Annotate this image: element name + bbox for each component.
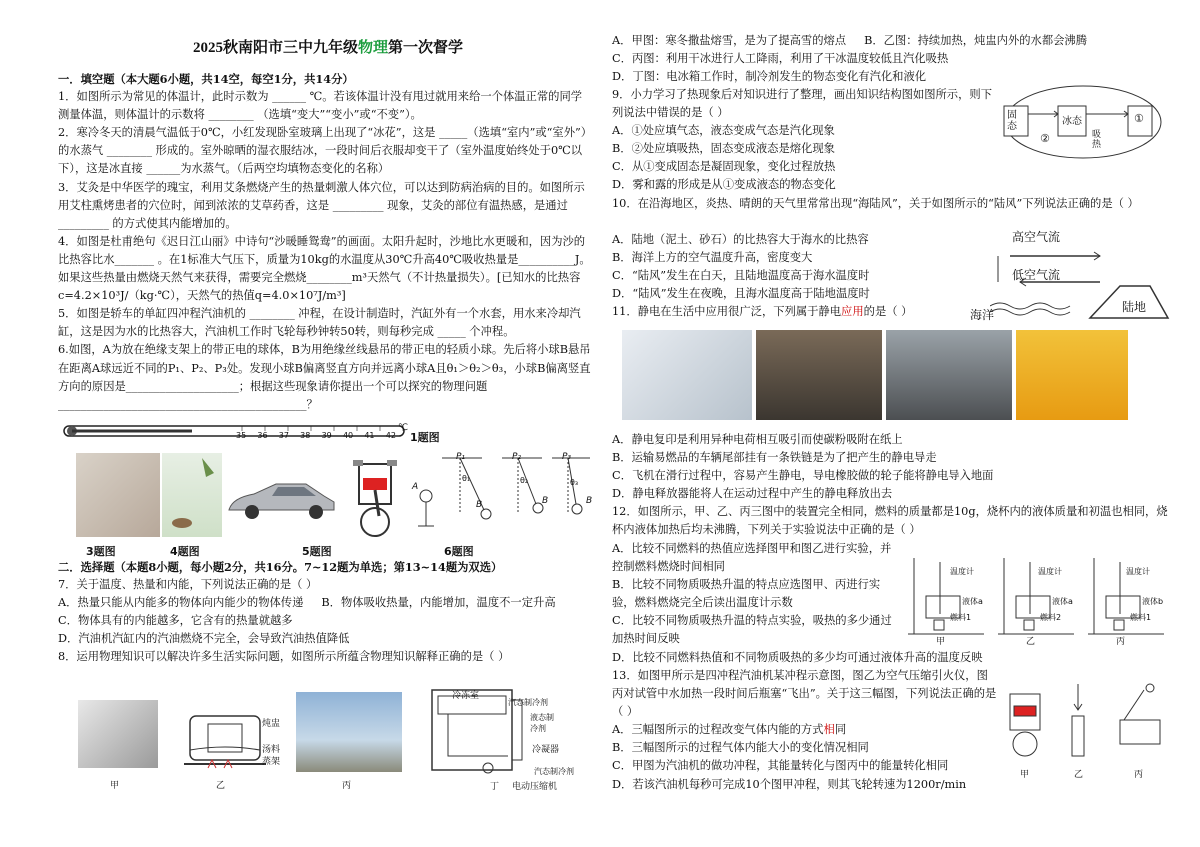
pendulum-figure (412, 452, 592, 532)
option-9d: D．雾和露的形成是从①变成液态的物态变化 (612, 178, 836, 192)
option-9a: A．①处应填气态，液态变成气态是汽化现象 (612, 124, 835, 138)
tick-label: 41 (364, 431, 375, 440)
fig3-caption: 3题图 (86, 545, 116, 558)
option-8c: C．丙图：利用干冰进行人工降雨，利用了干冰温度较低且汽化吸热 (612, 52, 949, 66)
diagram-absorb-heat: 吸热 (1092, 130, 1102, 150)
question-10: 10．在沿海地区，炎热、晴朗的天气里常常出现“海陆风”，关于如图所示的“陆风”下列说法正确的是（ ） (612, 197, 1139, 210)
thermometer-ticks (236, 431, 396, 440)
option-11d: D．静电释放器能将人在运动过程中产生的静电释放出去 (612, 487, 893, 501)
label-upper-airflow: 高空气流 (1012, 230, 1061, 244)
question-13: 13．如图甲所示是四冲程汽油机某冲程示意图，图乙为空气压缩引火仪，图丙对试管中水加热一段时间后瓶塞“飞出”。关于这三幅图，下列说法正确的是（ ） (612, 669, 997, 719)
fig8-label-bing: 丙 (342, 781, 352, 791)
fig4-caption: 4题图 (170, 545, 200, 558)
title-suffix: 第一次督学 (388, 40, 464, 56)
label-b1: B (476, 500, 483, 510)
q11-highlight: 应用 (841, 305, 864, 319)
label-liquid-refrigerant: 液态制冷剂 (530, 713, 554, 733)
question-6: 6.如图，A为放在绝缘支架上的带正电的球体，B为用绝缘丝线悬吊的带正电的轻质小球。先后将小球B悬吊在距离A球远近不同的P₁、P₂、P₃处。发现小球B偏离竖直方向并远离小球A且θ₁＞θ₂＞θ₃，小球B偏离竖直方向的原因是____________________；根据这些现象请你提出一个可以探究的物理问题 ____________________________________________？ (58, 343, 591, 411)
option-7a: A．热量只能从内能多的物体向内能少的物体传递 (58, 596, 304, 610)
label-gas-refrigerant-bottom: 汽态制冷剂 (534, 767, 574, 776)
option-10b: B．海洋上方的空气温度升高，密度变大 (612, 251, 813, 265)
q13a-highlight: 相 (823, 723, 835, 737)
question-9-block (612, 86, 997, 195)
question-7: 7．关于温度、热量和内能，下列说法正确的是（ ） (58, 578, 318, 592)
diagram-blank-2: ② (1040, 132, 1050, 145)
title-highlight: 物理 (357, 40, 388, 56)
label-zhengjia: 蒸架 (262, 757, 281, 767)
title-prefix: 2025秋南阳市三中九年级 (192, 40, 358, 56)
exp-bing-fuel: 燃料1 (1130, 613, 1152, 622)
label-compressor: 电动压缩机 (512, 782, 558, 792)
exp-label-bing: 丙 (1116, 637, 1126, 647)
question-8: 8．运用物理知识可以解决许多生活实际问题，如图所示所蕴含物理知识解释正确的是（ ） (58, 650, 510, 664)
label-lower-airflow: 低空气流 (1012, 268, 1061, 282)
question-12-options (612, 540, 897, 649)
airplane-wheels-photo (886, 330, 1012, 420)
option-10d: D．“陆风”发生在夜晚，且海水温度高于陆地温度时 (612, 287, 870, 301)
option-8d: D．丁图：电冰箱工作时，制冷剂发生的物态变化有汽化和液化 (612, 70, 927, 84)
option-9b: B．②处应填吸热，固态变成液态是熔化现象 (612, 142, 835, 156)
right-column-top (612, 32, 1172, 86)
fig6-caption: 6题图 (444, 545, 474, 558)
option-13d: D．若该汽油机每秒可完成10个图甲冲程，则其飞轮转速为1200r/min (612, 777, 967, 791)
label-b3: B (586, 496, 593, 506)
section1-heading: 一．填空题（本大题6小题，共14空，每空1分，共14分） (58, 72, 354, 86)
question-10-text (612, 195, 1172, 213)
option-7c: C．物体具有的内能越多，它含有的热量就越多 (58, 614, 293, 628)
option-7b: B．物体吸收热量，内能增加，温度不一定升高 (321, 596, 556, 610)
exp-yi-fuel: 燃料2 (1040, 613, 1062, 622)
exp-label-yi: 乙 (1026, 637, 1036, 647)
question-7-row1 (58, 594, 593, 612)
exp-bing-liquid: 液体b (1142, 597, 1164, 606)
exp-jia-thermometer: 温度计 (950, 567, 974, 576)
truck-chain-photo (756, 330, 882, 420)
exp-label-jia: 甲 (936, 637, 946, 647)
label-b2: B (542, 496, 549, 506)
question-12: 12．如图所示，甲、乙、丙三图中的装置完全相同，燃料的质量都是10g，烧杯内的液体质量和初温也相同，烧杯内液体加热后均未沸腾，下列关于实验说法中正确的是（ ） (612, 505, 1168, 537)
car-figure (224, 478, 339, 523)
section2-heading: 二．选择题（本题8小题，每小题2分，共16分。7~12题为单选；第13~14题为双选） (58, 560, 503, 574)
fig5-caption: 5题图 (302, 545, 332, 558)
q8-row1 (612, 32, 1172, 50)
exp-jia-liquid: 液体a (962, 597, 983, 606)
question-3: 3．艾灸是中华医学的瑰宝，利用艾条燃烧产生的热量刺激人体穴位，可以达到防病治病的目的。如图所示用艾柱熏烤患者的穴位时，闻到浓浓的艾草药香，这是 _________ 现象，艾灸的部位有温热感，是通过 _________ 的方式使其内能增加的。 (58, 180, 585, 230)
option-11b: B．运输易燃品的车辆尾部挂有一条铁链是为了把产生的静电导走 (612, 451, 937, 465)
option-11c: C．飞机在滑行过程中，容易产生静电，导电橡胶做的轮子能将静电导入地面 (612, 469, 994, 483)
static-discharger-photo (1016, 330, 1128, 420)
rocket-launch-photo (296, 692, 402, 772)
label-p2: P₂ (512, 452, 522, 462)
diagram-liquid: 冰态 (1062, 116, 1082, 127)
q11-post: 的是（ ） (863, 305, 913, 319)
tick-label: 37 (278, 431, 289, 440)
moxibustion-photo (76, 453, 160, 537)
q13a-pre: A．三幅图所示的过程改变气体内能的方式 (612, 723, 824, 737)
ducks-painting (162, 453, 222, 537)
fig13-label-jia: 甲 (1020, 770, 1030, 780)
question-4: 4．如图是杜甫绝句《迟日江山丽》中诗句“沙暖睡鸳鸯”的画面。太阳升起时，沙地比水更暖和，因为沙的比热容比水_______ 。在1标准大气压下，质量为10kg的水温度从30℃升高40℃吸收热量是__________J。如果这些热量由燃烧天然气来获得，需要完全燃烧________m³天然气（不计热量损失）。[已知水的比热容c=4.2×10³J/（kg·℃），天然气的热值q=4.0×10⁷J/m³] (58, 234, 591, 303)
label-p1: P₁ (456, 452, 466, 462)
label-freezer: 冷冻室 (452, 691, 480, 701)
option-9c: C．从①变成固态是凝固现象，变化过程放热 (612, 160, 836, 174)
fig8-label-ding: 丁 (490, 782, 500, 792)
engine-figure (343, 456, 407, 540)
option-12d: D．比较不同燃料热值和不同物质吸热的多少均可通过液体升高的温度反映 (612, 651, 983, 664)
question-1: 1．如图所示为常见的体温计，此时示数为 ______ ℃。若该体温计没有甩过就用来给一个体温正常的同学测量体温，则体温计的示数将 ________ （选填“变大”“变小”或“不变”）。 (58, 90, 583, 122)
diagram-blank-1: ① (1134, 112, 1144, 125)
label-land: 陆地 (1122, 300, 1147, 314)
question-11-options (612, 431, 1172, 540)
thermometer-unit: ℃ (398, 423, 409, 433)
option-10a: A．陆地（泥土、砂石）的比热容大于海水的比热容 (612, 233, 869, 246)
tick-label: 38 (300, 431, 311, 440)
option-7d: D．汽油机汽缸内的汽油燃烧不完全，会导致汽油热值降低 (58, 632, 350, 646)
tick-label: 40 (342, 431, 354, 440)
label-ocean: 海洋 (970, 308, 995, 322)
fig8-label-yi: 乙 (216, 781, 226, 791)
question-2: 2．寒冷冬天的清晨气温低于0℃，小红发现卧室玻璃上出现了“冰花”，这是 _____（选填“室内”或“室外”）的水蒸气 ________ 形成的。室外晾晒的湿衣服结冰，一段时间后衣服却变干了（室外温度始终处于0℃以下），这是冰直接 ______为水蒸气。（后两空均填物态变化的名称） (58, 126, 593, 176)
question-5: 5．如图是轿车的单缸四冲程汽油机的 ________ 冲程，在设计制造时，汽缸外有一个水套，用水来冷却汽缸，这是因为水的比热容大，汽油机工作时飞轮每秒钟转50转，则每秒完成 _____ 个冲程。 (58, 307, 581, 339)
tick-label: 35 (236, 431, 247, 440)
option-12b: B．比较不同物质吸热升温的特点应选图甲、丙进行实验，燃料燃烧完全后读出温度计示数 (612, 578, 881, 610)
exp-yi-thermometer: 温度计 (1038, 567, 1062, 576)
fig13-label-yi: 乙 (1074, 770, 1084, 780)
tick-label: 36 (257, 431, 268, 440)
label-theta2: θ₂ (520, 476, 529, 485)
option-12a: A．比较不同燃料的热值应选择图甲和图乙进行实验，并控制燃料燃烧时间相同 (612, 542, 892, 574)
label-gas-refrigerant-top: 汽态制冷剂 (508, 698, 548, 707)
copier-photo (622, 330, 752, 420)
question-13-block (612, 667, 997, 794)
option-13b: B．三幅图所示的过程气体内能大小的变化情况相同 (612, 741, 869, 755)
salt-snow-photo (78, 700, 158, 768)
question-10-options (612, 231, 982, 321)
option-13a (612, 721, 997, 739)
fig1-caption: 1题图 (410, 431, 440, 444)
question-11 (612, 303, 982, 321)
page-title (58, 36, 598, 57)
option-8b: B．乙图：持续加热，炖盅内外的水都会沸腾 (864, 34, 1088, 47)
tick-label: 42 (385, 431, 396, 440)
label-p3: P₃ (562, 452, 572, 462)
label-tangliao: 汤料 (262, 745, 281, 755)
question-12d-block (612, 649, 1172, 667)
question-9: 9．小力学习了热现象后对知识进行了整理，画出知识结构图如图所示，则下列说法中错误的是（ ） (612, 88, 992, 120)
label-condenser: 冷凝器 (532, 745, 560, 755)
three-process-figure (1000, 680, 1170, 766)
option-13c: C．甲图为汽油机的做功冲程，其能量转化与图丙中的能量转化相同 (612, 759, 949, 773)
fig8-label-jia: 甲 (110, 781, 120, 791)
diagram-solid: 固态 (1007, 110, 1017, 132)
label-dunzhong: 炖盅 (262, 719, 281, 729)
option-8a: A．甲图：寒冬撒盐熔雪，是为了提高雪的熔点 (612, 34, 847, 47)
fig13-label-bing: 丙 (1134, 770, 1144, 780)
tick-label: 39 (321, 431, 332, 440)
label-theta3: θ₃ (570, 478, 579, 487)
label-a: A (412, 482, 419, 492)
q13a-post: 同 (834, 723, 847, 737)
exp-bing-thermometer: 温度计 (1126, 567, 1150, 576)
exp-jia-fuel: 燃料1 (950, 613, 972, 622)
q11-pre: 11．静电在生活中应用很广泛，下列属于静电 (612, 305, 842, 319)
option-12c: C．比较不同物质吸热升温的特点实验，吸热的多少通过加热时间反映 (612, 614, 892, 646)
exp-yi-liquid: 液体a (1052, 597, 1073, 606)
label-theta1: θ₁ (462, 474, 471, 483)
option-11a: A．静电复印是利用异种电荷相互吸引而使碳粉吸附在纸上 (612, 433, 903, 446)
section-choice (58, 558, 593, 667)
option-10c: C．“陆风”发生在白天，且陆地温度高于海水温度时 (612, 269, 870, 283)
section-fill-blank (58, 70, 593, 414)
